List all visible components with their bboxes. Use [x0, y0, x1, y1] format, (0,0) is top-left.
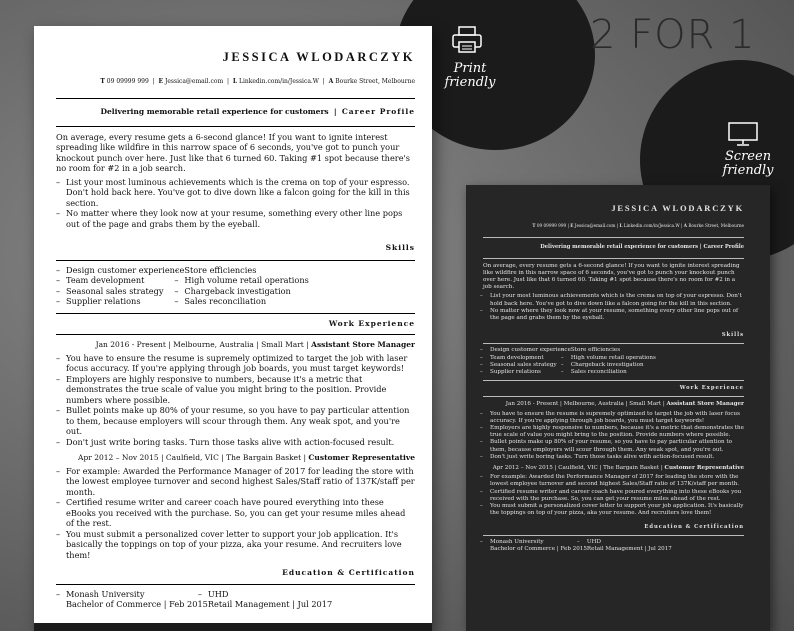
- resume-name: JESSICA WLODARCZYK: [222, 50, 415, 64]
- job-header: Apr 2012 – Nov 2015 | Caulfield, VIC | The Bargain Basket | Customer Representative: [78, 453, 415, 462]
- skills-heading: Skills: [385, 243, 415, 252]
- education-heading: Education & Certification: [644, 523, 744, 530]
- profile-summary: On average, every resume gets a 6-second glance! If you want to ignite interest spreading like wildfire in this narrow space of 6 seconds, you've got to punch your knockout punch over here. Just like that 6 turned 60. Taking #1 spot because there's no room for #2 in a job search.: [56, 131, 410, 173]
- resume-print-version: [34, 26, 432, 631]
- promo-headline: 2 FOR 1: [590, 12, 756, 58]
- list-item: – Monash University Bachelor of Commerce | Feb 2015: [66, 589, 208, 610]
- list-item: – List your most luminous achievements which is the crema on top of your espresso. Don't hold back here. You've got to dive down like a falcon going for the kill in this section.: [66, 177, 415, 209]
- monitor-icon: [728, 122, 758, 146]
- skills-heading: Skills: [721, 332, 744, 339]
- profile-heading: Delivering memorable retail experience for customers | Career Profile: [100, 107, 415, 116]
- skills-list: – Design customer experience – Team development – Seasonal sales strategy – Supplier relations – Store efficiencies – High volume retail operations – Chargeback investigation – Sales reconciliation: [66, 265, 415, 307]
- footer-bar: [34, 623, 432, 631]
- printer-icon: [451, 26, 483, 54]
- contact-line: T 09 09999 999 | E Jessica@email.com | L Linkedin.com/in/Jessica.W | A Bourke Street, Melbourne: [100, 77, 415, 85]
- print-friendly-label: Print friendly: [444, 61, 496, 90]
- job-bullets: – For example: Awarded the Performance Manager of 2017 for leading the store with the lowest employee turnover and second highest Sales/Staff ratio of 137K/staff per month. – Certified resume writer and career coach have poured everything into these eBooks you received with the purchase. So, you can get your resume miles ahead of the rest. – You must submit a personalized cover letter to support your job application. It's basically the toppings on top of your pizza, aka your resume. And recruiters love them!: [66, 466, 415, 561]
- resume-name: JESSICA WLODARCZYK: [611, 203, 744, 213]
- job-header: Jan 2016 - Present | Melbourne, Australia | Small Mart | Assistant Store Manager: [95, 340, 415, 349]
- profile-bullets: [66, 177, 415, 230]
- profile-summary: On average, every resume gets a 6-second glance! If you want to ignite interest spreading like wildfire in this narrow space of 6 seconds, you've got to punch your knockout punch over here. Just like that 6 turned 60. Taking #1 spot because there's no room for #2 in a job search.: [483, 262, 740, 291]
- experience-heading: Work Experience: [679, 385, 744, 392]
- job-header: Apr 2012 – Nov 2015 | Caulfield, VIC | The Bargain Basket | Customer Representative: [492, 465, 744, 472]
- job-bullets: – For example: Awarded the Performance Manager of 2017 for leading the store with the lowest employee turnover and second highest Sales/Staff ratio of 137K/staff per month. – Certified resume writer and career coach have poured everything into these eBooks you received with the purchase. So, you can get your resume miles ahead of the rest. – You must submit a personalized cover letter to support your job application. It's basically the toppings on top of your pizza, aka your resume. And recruiters love them!: [490, 474, 744, 517]
- job-header: Jan 2016 - Present | Melbourne, Australia | Small Mart | Assistant Store Manager: [505, 401, 744, 408]
- profile-heading: Delivering memorable retail experience for customers | Career Profile: [540, 244, 744, 251]
- job-bullets: – You have to ensure the resume is supremely optimized to target the job with laser focus accuracy. If you're applying through job boards, you must target keywords! – Employers are highly responsive to numbers, because it's a metric that demonstrates the true scale of value you might bring to the position. Provide numbers where possible. – Bullet points make up 80% of your resume, so you have to pay particular attention to them, because employers will scour through them. Any weak spot, and you're out. – Don't just write boring tasks. Turn those tasks alive with action-focused result.: [490, 411, 744, 461]
- education-heading: Education & Certification: [282, 568, 415, 577]
- job-bullets: – You have to ensure the resume is supremely optimized to target the job with laser focus accuracy. If you're applying through job boards, you must target keywords! – Employers are highly responsive to numbers, because it's a metric that demonstrates the true scale of value you might bring to the position. Provide numbers where possible. – Bullet points make up 80% of your resume, so you have to pay particular attention to them, because employers will scour through them. Any weak spot, and you're out. – Don't just write boring tasks. Turn those tasks alive with action-focused result.: [66, 353, 415, 448]
- experience-heading: Work Experience: [328, 318, 415, 328]
- resume-screen-version: [466, 185, 770, 631]
- contact-line: T 09 09999 999 | E Jessica@email.com | L Linkedin.com/in/Jessica.W | A Bourke Street, Melbourne: [532, 223, 744, 229]
- list-item: – No matter where they look now at your resume, something every other line pops out of the page and grabs them by the eyeball.: [66, 208, 415, 229]
- list-item: – UHD Retail Management | Jul 2017: [208, 589, 332, 610]
- education-list: [66, 589, 415, 610]
- screen-friendly-label: Screen friendly: [722, 149, 774, 178]
- education-list: – Monash University Bachelor of Commerce | Feb 2015 – UHD Retail Management | Jul 2017: [490, 539, 744, 553]
- skills-list: – Design customer experience – Team development – Seasonal sales strategy – Supplier relations – Store efficiencies – High volume retail operations – Chargeback investigation – Sales reconciliation: [490, 347, 744, 376]
- profile-bullets: – List your most luminous achievements which is the crema on top of your espresso. Don't hold back here. You've got to dive down like a falcon going for the kill in this section. – No matter where they look now at your resume, something every other line pops out of the page and grabs them by the eyeball.: [490, 293, 744, 322]
